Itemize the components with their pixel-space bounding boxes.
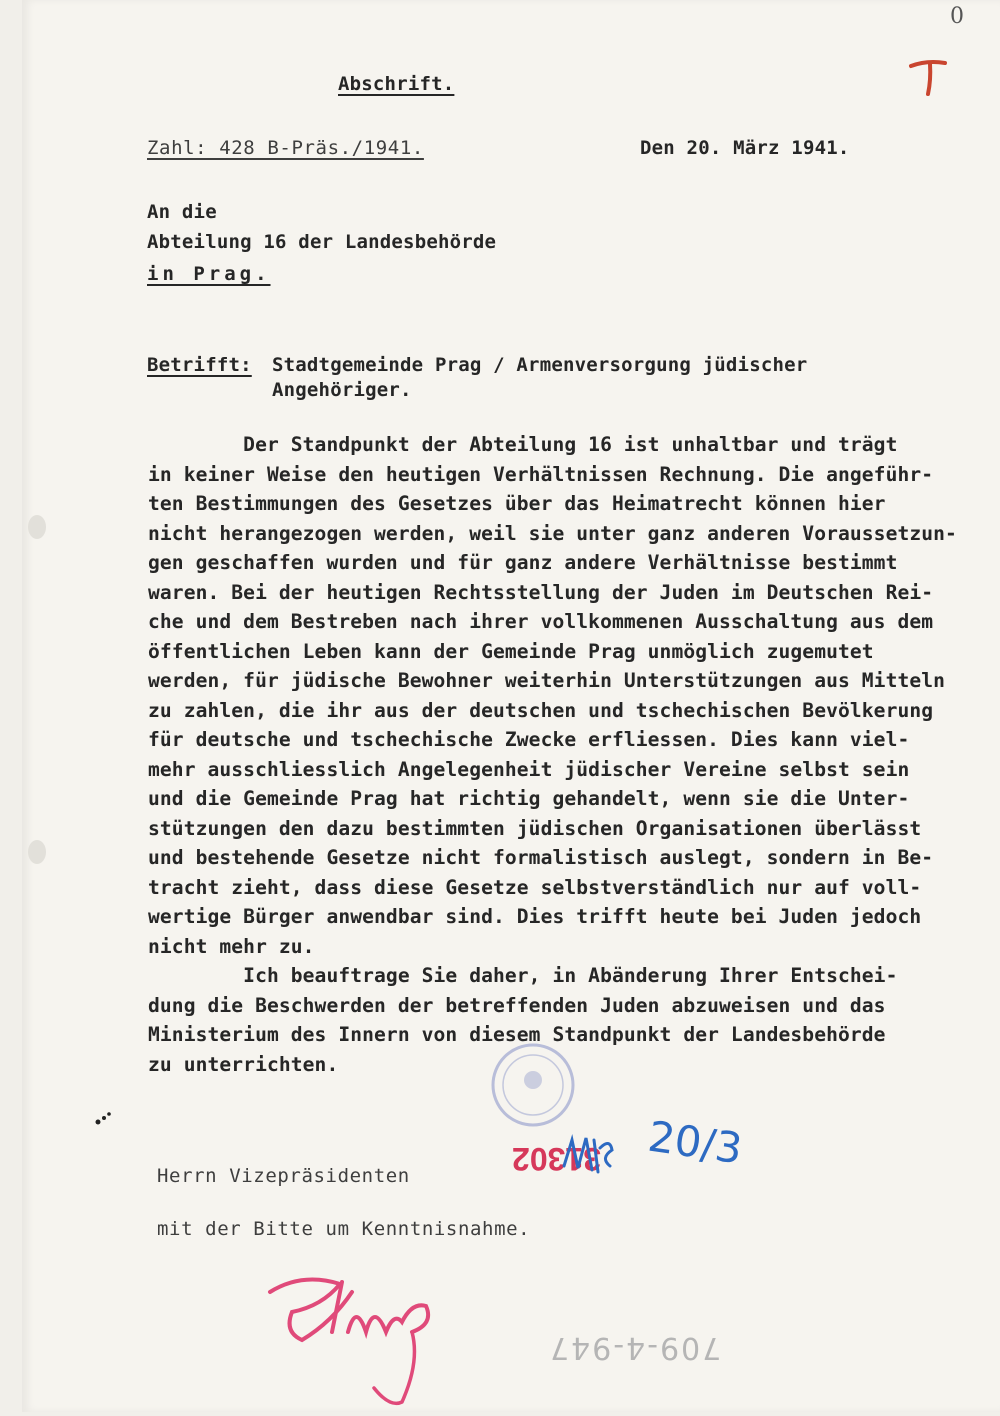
red-stamp-number: 31302	[512, 1141, 601, 1177]
punch-hole	[28, 515, 46, 539]
official-round-stamp	[488, 1040, 578, 1130]
recipient-line-2: Abteilung 16 der Landesbehörde	[147, 231, 497, 253]
body-text	[148, 430, 957, 1079]
red-pencil-mark	[903, 50, 953, 100]
closing-line-2: mit der Bitte um Kenntnisnahme.	[157, 1218, 531, 1240]
closing-line-1: Herrn Vizepräsidenten	[157, 1165, 410, 1187]
corner-page-mark: 0	[950, 4, 964, 29]
subject-text: Stadtgemeinde Prag / Armenversorgung jüdischer Angehöriger.	[272, 354, 808, 401]
red-signature	[262, 1262, 452, 1412]
document-title: Abschrift.	[338, 73, 455, 95]
punch-hole	[28, 840, 46, 864]
blue-initials-icon	[560, 1128, 620, 1178]
blue-handwritten-date: 20/3	[645, 1111, 746, 1174]
file-number: Zahl: 428 B-Präs./1941.	[147, 137, 424, 159]
body-paragraph-1: Der Standpunkt der Abteilung 16 ist unhaltbar und trägt in keiner Weise den heutigen Verhältnissen Rechnung. Die angeführ- ten Bestimmungen des Gesetzes über das Heimatrecht können hier nicht herangezogen werden, weil sie unter ganz anderen Voraussetzun- gen geschaffen wurden und für ganz andere Verhältnisse bestimmt waren. Bei der heutigen Rechtsstellung der Juden im Deutschen Rei- che und dem Bestreben nach ihrer vollkommenen Ausschaltung aus dem öffentlichen Leben kann der Gemeinde Prag unmöglich zugemutet werden, für jüdische Bewohner weiterhin Unterstützungen aus Mitteln zu zahlen, die ihr aus der deutschen und tschechischen Bevölkerung für deutsche und tschechische Zwecke erfliessen. Dies kann viel- mehr ausschliesslich Angelegenheit jüdischer Vereine selbst sein und die Gemeinde Prag hat richtig gehandelt, wenn sie die Unter- stützungen den dazu bestimmten jüdischen Organisationen überlässt und bestehende Gesetze nicht formalistisch auslegt, sondern in Be- tracht zieht, dass diese Gesetze selbstverständlich nur auf voll- wertige Bürger anwendbar sind. Dies trifft heute bei Juden jedoch nicht mehr zu.	[148, 433, 957, 958]
pencil-archive-number: 709-4-947	[548, 1330, 722, 1365]
ink-speck-icon	[92, 1108, 114, 1130]
document-date: Den 20. März 1941.	[640, 137, 850, 159]
body-paragraph-2: Ich beauftrage Sie daher, in Abänderung Ihrer Entschei- dung die Beschwerden der betreffenden Juden abzuweisen und das Ministerium des Innern von diesem Standpunkt der Landesbehörde zu unterrichten.	[148, 964, 898, 1076]
recipient-line-3: in Prag.	[147, 263, 271, 285]
recipient-line-1: An die	[147, 201, 217, 223]
subject-label: Betrifft:	[147, 354, 252, 376]
